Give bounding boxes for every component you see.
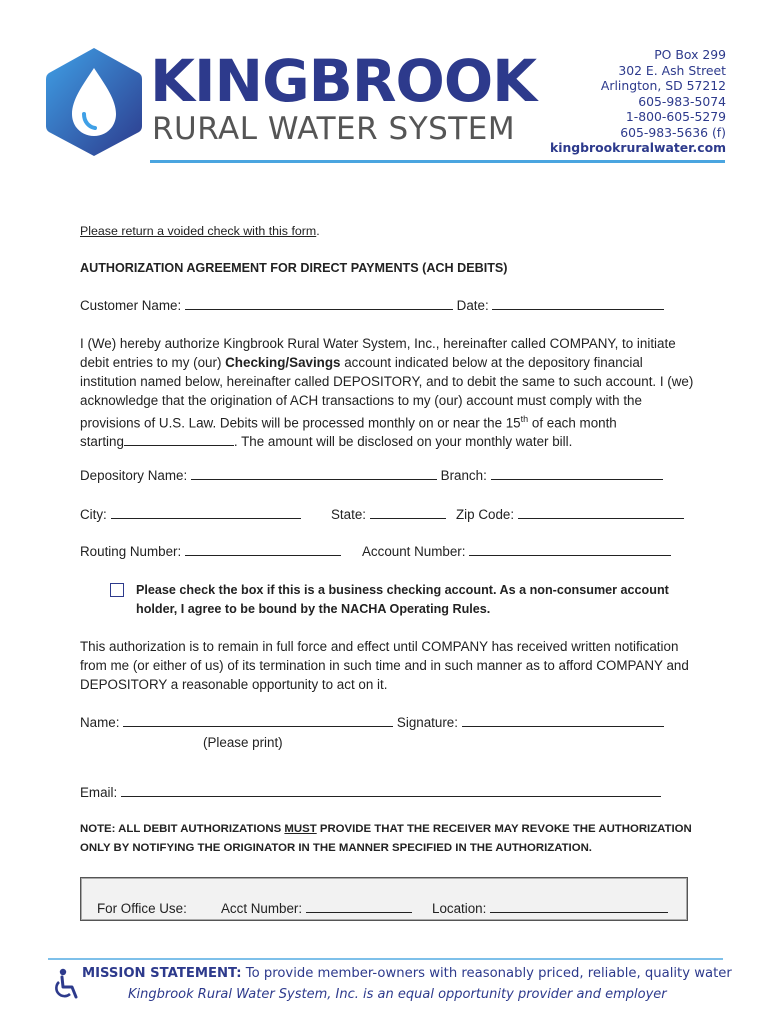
footer-divider — [48, 958, 723, 960]
logo-water-drop-icon — [44, 46, 144, 158]
mission-label: MISSION STATEMENT: — [82, 966, 242, 981]
paragraph-line — [80, 353, 710, 372]
text-span: account indicated below at the depository financial — [344, 355, 643, 370]
branch-field[interactable] — [491, 467, 663, 480]
for-office-use-label: For Office Use: — [97, 901, 187, 916]
paragraph-line: DEPOSITORY a reasonable opportunity to act on it. — [80, 677, 388, 692]
text-span: of each month — [531, 415, 617, 431]
text-span: . The amount will be disclosed on your monthly water bill. — [233, 434, 573, 450]
customer-name-label: Customer Name: — [80, 298, 182, 313]
state-label: State: — [331, 507, 366, 522]
paragraph-line: from me (or either of us) of its termination in such time and in such manner as to afford COMPANY and — [80, 658, 689, 673]
state-label-group — [331, 505, 446, 524]
branch-label: Branch: — [440, 468, 487, 483]
header-divider — [150, 160, 725, 163]
office-location-field[interactable] — [490, 900, 668, 913]
email-row — [80, 783, 661, 802]
customer-name-row — [80, 296, 664, 315]
form-title: AUTHORIZATION AGREEMENT FOR DIRECT PAYMENTS (ACH DEBITS) — [80, 261, 508, 275]
city-label: City: — [80, 507, 107, 522]
depository-label: Depository Name: — [80, 468, 188, 483]
business-check-text — [136, 581, 669, 619]
text-span: PROVIDE THAT THE RECEIVER MAY REVOKE THE AUTHORIZATION — [319, 823, 692, 835]
paragraph-line: I (We) hereby authorize Kingbrook Rural Water System, Inc., hereinafter called COMPANY, to initiate — [80, 336, 676, 351]
must-emphasis: MUST — [284, 823, 317, 835]
office-location-group — [432, 899, 668, 918]
account-label-group — [362, 542, 671, 561]
instruction — [80, 222, 320, 241]
paragraph-line — [80, 410, 710, 432]
office-acct-group — [221, 899, 412, 918]
paragraph-line: institution named below, hereinafter called DEPOSITORY, and to debit the same to such account. I (we) — [80, 374, 694, 389]
city-field[interactable] — [111, 506, 301, 519]
depository-row — [80, 466, 663, 485]
contact-block — [550, 47, 726, 156]
address-line: PO Box 299 — [654, 47, 726, 62]
brand-name: KINGBROOK — [150, 47, 537, 115]
instruction-period: . — [316, 224, 320, 238]
authorization-paragraph — [80, 334, 710, 451]
routing-label: Routing Number: — [80, 544, 182, 559]
name-signature-row — [80, 713, 664, 732]
paragraph-line: ONLY BY NOTIFYING THE ORIGINATOR IN THE MANNER SPECIFIED IN THE AUTHORIZATION. — [80, 842, 592, 854]
fax-line: 605-983-5636 (f) — [620, 124, 726, 140]
paragraph-line: acknowledge that the origination of ACH transactions to my (our) account must comply with the — [80, 393, 642, 408]
superscript: th — [520, 414, 529, 424]
paragraph-line: Please check the box if this is a business checking account. As a non-consumer account — [136, 583, 669, 597]
paragraph-line — [80, 820, 692, 839]
note-block — [80, 820, 692, 858]
business-account-checkbox[interactable] — [110, 583, 124, 597]
text-span: provisions of U.S. Law. Debits will be processed monthly on or near the 15 — [80, 415, 521, 431]
signature-field[interactable] — [462, 714, 664, 727]
name-field[interactable] — [123, 714, 393, 727]
routing-label-group — [80, 542, 341, 561]
text-span: NOTE: ALL DEBIT AUTHORIZATIONS — [80, 823, 282, 835]
zip-label: Zip Code: — [456, 507, 515, 522]
office-acct-label: Acct Number: — [221, 901, 303, 916]
checking-savings-text: Checking/Savings — [225, 355, 341, 370]
depository-field[interactable] — [191, 467, 437, 480]
website-link[interactable]: kingbrookruralwater.com — [549, 140, 726, 155]
routing-field[interactable] — [185, 543, 341, 556]
account-field[interactable] — [469, 543, 671, 556]
signature-label: Signature: — [396, 715, 458, 730]
instruction-text: Please return a voided check with this form — [80, 224, 317, 238]
paragraph-line — [80, 432, 710, 451]
zip-label-group — [456, 505, 684, 524]
starting-label: starting — [80, 434, 124, 450]
wheelchair-accessibility-icon — [50, 968, 82, 1002]
termination-paragraph — [80, 637, 710, 694]
customer-name-field[interactable] — [185, 297, 453, 310]
paragraph-line: This authorization is to remain in full force and effect until COMPANY has received written notification — [80, 639, 679, 654]
brand-subtitle: RURAL WATER SYSTEM — [152, 111, 516, 147]
phone-line: 605-983-5074 — [638, 93, 726, 109]
name-label: Name: — [80, 715, 120, 730]
address-line: 302 E. Ash Street — [618, 62, 726, 78]
mission-statement — [82, 966, 732, 981]
account-label: Account Number: — [362, 544, 466, 559]
email-label: Email: — [80, 785, 118, 800]
email-field[interactable] — [121, 784, 661, 797]
paragraph-line: holder, I agree to be bound by the NACHA Operating Rules. — [136, 602, 491, 616]
office-location-label: Location: — [432, 901, 487, 916]
date-label: Date: — [456, 298, 489, 313]
date-field[interactable] — [492, 297, 664, 310]
zip-field[interactable] — [518, 506, 684, 519]
city-label-group — [80, 505, 301, 524]
mission-text: To provide member-owners with reasonably priced, reliable, quality water — [245, 966, 732, 981]
state-field[interactable] — [370, 506, 446, 519]
phone-line: 1-800-605-5279 — [625, 109, 726, 124]
please-print-note: (Please print) — [203, 735, 283, 750]
address-line: Arlington, SD 57212 — [600, 78, 726, 93]
text-span: debit entries to my (our) — [80, 355, 222, 370]
start-date-field[interactable] — [124, 433, 234, 446]
office-acct-field[interactable] — [306, 900, 412, 913]
equal-opportunity-statement: Kingbrook Rural Water System, Inc. is an equal opportunity provider and employer — [128, 987, 667, 1002]
